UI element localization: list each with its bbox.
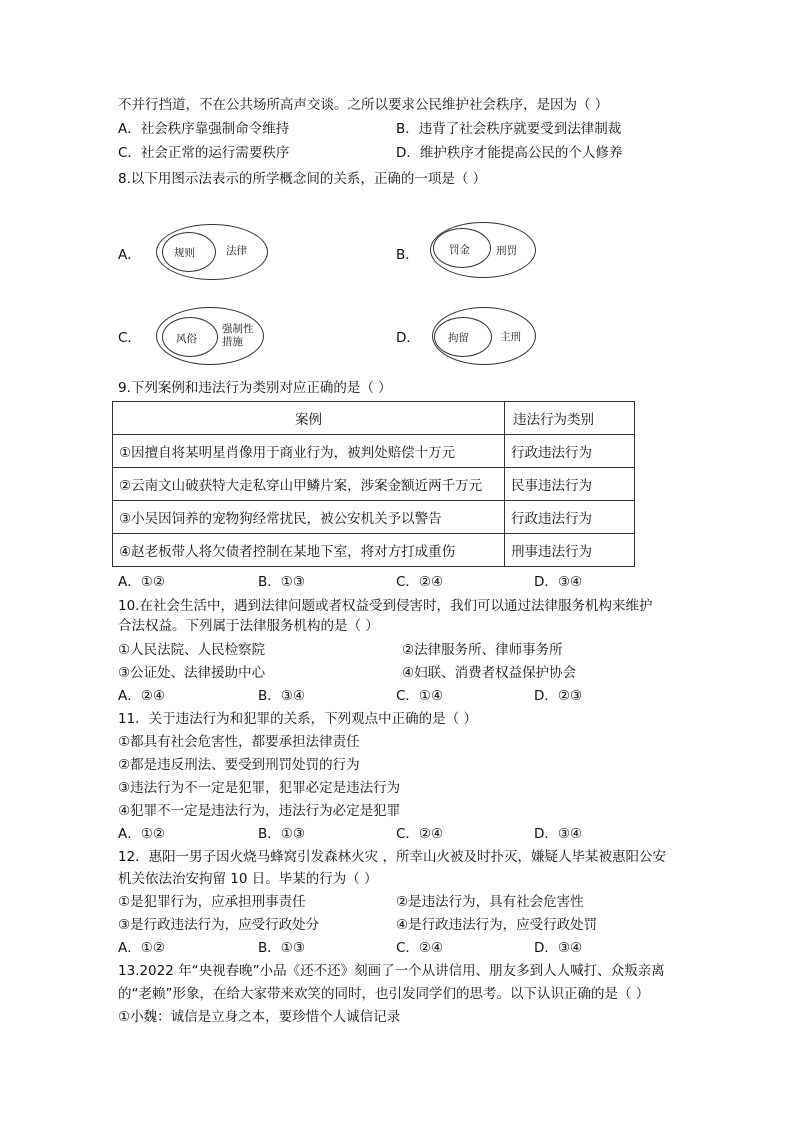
q7-option-a: A．社会秩序靠强制命令维持: [118, 121, 290, 137]
q9-option-c: C．②④: [396, 574, 444, 590]
table-cell-case: ①因擅自将某明星肖像用于商业行为，被判处赔偿十万元: [113, 435, 505, 468]
q10-stem-line2: 合法权益。下列属于法律服务机构的是（ ）: [118, 618, 379, 634]
q8-b-inner-label: 罚金: [449, 244, 470, 256]
q11-option-a: A．①②: [118, 826, 165, 842]
table-row: [113, 468, 635, 501]
q8-diagram-d: [432, 307, 536, 365]
q11-item-1: ①都具有社会危害性，都要承担法律责任: [118, 734, 360, 750]
q12-item-1: ①是犯罪行为，应承担刑事责任: [118, 894, 306, 910]
table-cell-category: 行政违法行为: [505, 435, 635, 468]
q11-item-4: ④犯罪不一定是违法行为，违法行为必定是犯罪: [118, 803, 401, 819]
q11-item-3: ③违法行为不一定是犯罪，犯罪必定是违法行为: [118, 780, 401, 796]
q8-c-outer-line2: 措施: [222, 336, 243, 348]
q8-diagram-c: [156, 307, 264, 365]
q11-option-c: C．②④: [396, 826, 444, 842]
q8-stem: 8.以下用图示法表示的所学概念间的关系，正确的一项是（ ）: [118, 171, 487, 187]
table-row: [113, 501, 635, 534]
q9-option-d: D．③④: [534, 574, 583, 590]
q10-item-4: ④妇联、消费者权益保护协会: [402, 665, 577, 681]
q7-option-b: B．违背了社会秩序就要受到法律制裁: [396, 121, 622, 137]
q7-option-d: D．维护秩序才能提高公民的个人修养: [396, 145, 623, 161]
table-cell-case: ④赵老板带人将欠债者控制在某地下室，将对方打成重伤: [113, 534, 505, 567]
q13-stem-line1: 13.2022 年“央视春晚”小品《还不还》刻画了一个从讲信用、朋友多到人人喊打、众叛亲离: [118, 963, 665, 979]
q11-option-b: B．①③: [258, 826, 305, 842]
table-row: [113, 534, 635, 567]
q12-item-2: ②是违法行为，具有社会危害性: [396, 894, 584, 910]
q12-stem-line1: 12．惠阳一男子因火烧马蜂窝引发森林火灾 ，所幸山火被及时扑灭，嫌疑人毕某被惠阳公安: [118, 849, 666, 865]
q10-option-a: A．②④: [118, 688, 165, 704]
q7-stem-continued: 不并行挡道，不在公共场所高声交谈。之所以要求公民维护社会秩序，是因为（ ）: [118, 97, 609, 113]
q12-item-3: ③是行政违法行为，应受行政处分: [118, 917, 320, 933]
q8-d-inner-label: 拘留: [448, 332, 469, 344]
q8-b-outer-label: 刑罚: [496, 245, 517, 257]
table-cell-category: 行政违法行为: [505, 501, 635, 534]
q8-a-inner-label: 规则: [174, 247, 195, 259]
q10-item-1: ①人民法院、人民检察院: [118, 642, 266, 658]
table-cell-category: 民事违法行为: [505, 468, 635, 501]
q9-stem: 9.下列案例和违法行为类别对应正确的是（ ）: [118, 380, 392, 396]
q10-option-b: B．③④: [258, 688, 305, 704]
q10-item-2: ②法律服务所、律师事务所: [402, 642, 563, 658]
table-header-case: 案例: [113, 402, 505, 435]
q11-item-2: ②都是违反刑法、要受到刑罚处罚的行为: [118, 757, 360, 773]
q11-option-d: D．③④: [534, 826, 583, 842]
q12-option-a: A．①②: [118, 940, 165, 956]
q8-diagram-d-letter: D．: [396, 330, 420, 346]
q9-option-b: B．①③: [258, 574, 305, 590]
q10-item-3: ③公证处、法律援助中心: [118, 665, 266, 681]
q13-stem-line2: 的“老赖”形象，在给大家带来欢笑的同时，也引发同学们的思考。以下认识正确的是（ ）: [118, 986, 650, 1002]
q8-diagram-c-letter: C．: [118, 330, 141, 346]
table-cell-category: 刑事违法行为: [505, 534, 635, 567]
q12-option-d: D．③④: [534, 940, 583, 956]
q8-diagram-b-letter: B．: [396, 247, 419, 263]
q10-stem-line1: 10.在社会生活中，遇到法律问题或者权益受到侵害时，我们可以通过法律服务机构来维护: [118, 598, 653, 614]
q10-option-d: D．②③: [534, 688, 583, 704]
q13-item-1: ①小魏：诚信是立身之本，要珍惜个人诚信记录: [118, 1009, 401, 1025]
q12-item-4: ④是行政违法行为，应受行政处罚: [396, 917, 598, 933]
q10-option-c: C．①④: [396, 688, 444, 704]
q8-c-outer-label: [222, 323, 254, 349]
q12-option-b: B．①③: [258, 940, 305, 956]
q8-diagram-b: [430, 222, 536, 278]
table-header-row: [113, 402, 635, 435]
table-cell-case: ②云南文山破获特大走私穿山甲鳞片案，涉案金额近两千万元: [113, 468, 505, 501]
q12-option-c: C．②④: [396, 940, 444, 956]
q12-stem-line2: 机关依法治安拘留 10 日。毕某的行为（ ）: [118, 871, 378, 887]
q9-case-table: [112, 401, 635, 567]
q8-a-outer-label: 法律: [226, 245, 247, 257]
table-row: [113, 435, 635, 468]
q11-stem: 11．关于违法行为和犯罪的关系，下列观点中正确的是（ ）: [118, 711, 477, 727]
table-header-category: 违法行为类别: [505, 402, 635, 435]
q8-c-outer-line1: 强制性: [222, 323, 254, 335]
table-cell-case: ③小吴因饲养的宠物狗经常扰民，被公安机关予以警告: [113, 501, 505, 534]
q8-diagram-a: [156, 224, 268, 280]
q8-diagram-a-letter: A．: [118, 247, 141, 263]
q7-option-c: C．社会正常的运行需要秩序: [118, 145, 290, 161]
q9-option-a: A．①②: [118, 574, 165, 590]
q8-c-inner-label: 风俗: [176, 333, 197, 345]
q8-d-outer-label: 主刑: [500, 331, 521, 343]
